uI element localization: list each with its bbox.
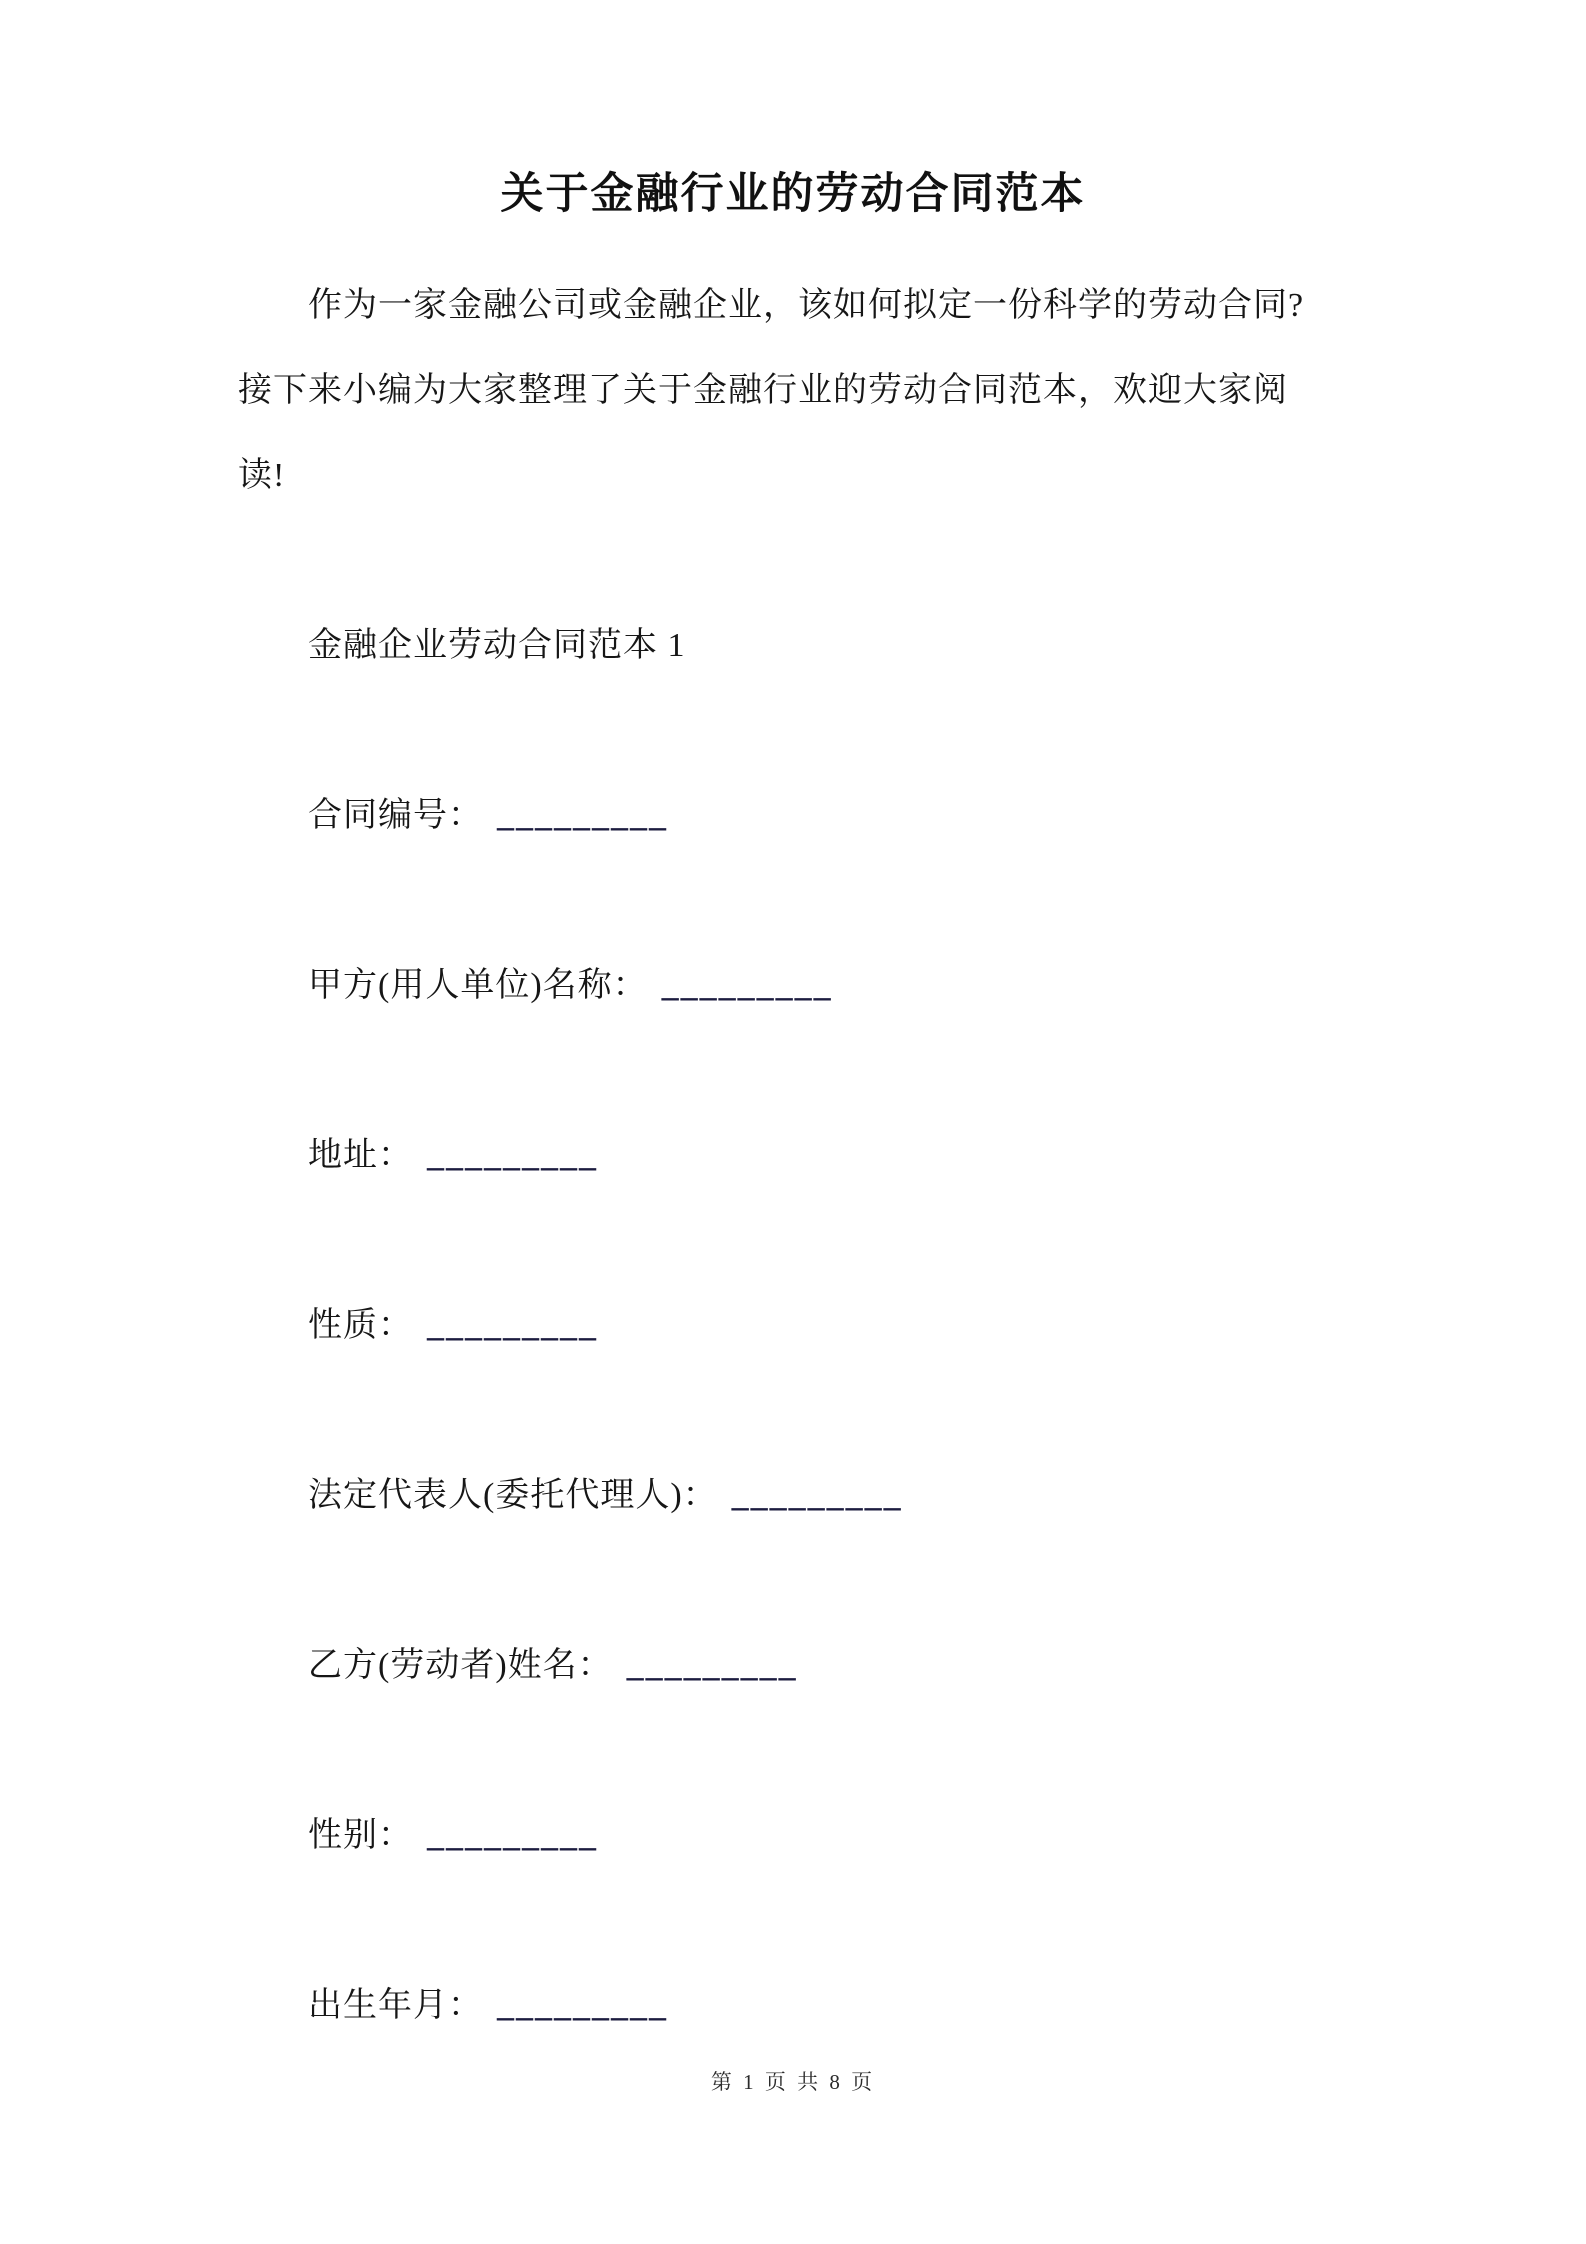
intro-paragraph — [238, 263, 1348, 518]
blank-underline: _________ — [661, 967, 833, 1004]
blank-underline: _________ — [427, 1307, 598, 1344]
form-line-contract-number — [238, 773, 1348, 858]
form-line-gender — [238, 1793, 1348, 1878]
field-label: 合同编号： — [308, 797, 483, 834]
blank-underline: _________ — [497, 1987, 668, 2024]
field-label: 性质： — [308, 1307, 413, 1344]
form-line-legal-representative — [238, 1453, 1348, 1538]
intro-line: 接下来小编为大家整理了关于金融行业的劳动合同范本，欢迎大家阅 — [238, 372, 1288, 409]
blank-underline: _________ — [427, 1137, 598, 1174]
form-line-birth-date — [238, 1963, 1348, 2048]
field-label: 法定代表人(委托代理人)： — [308, 1477, 718, 1514]
form-line-address — [238, 1113, 1348, 1198]
form-line-nature — [238, 1283, 1348, 1368]
form-line-party-a-name — [238, 943, 1348, 1028]
blank-underline: _________ — [731, 1477, 903, 1514]
form-line-party-b-name — [238, 1623, 1348, 1708]
field-label: 甲方(用人单位)名称： — [308, 967, 648, 1004]
field-label: 性别： — [308, 1817, 413, 1854]
page-number-footer: 第 1 页 共 8 页 — [710, 2070, 876, 2094]
field-label: 地址： — [308, 1137, 413, 1174]
intro-line: 读! — [238, 457, 286, 494]
blank-underline: _________ — [427, 1817, 598, 1854]
blank-underline: _________ — [626, 1647, 798, 1684]
section-heading: 金融企业劳动合同范本 1 — [308, 627, 686, 664]
field-label: 乙方(劳动者)姓名： — [308, 1647, 613, 1684]
blank-underline: _________ — [497, 797, 668, 834]
document-title: 关于金融行业的劳动合同范本 — [500, 171, 1086, 218]
field-label: 出生年月： — [308, 1987, 483, 2024]
intro-line: 作为一家金融公司或金融企业，该如何拟定一份科学的劳动合同? — [308, 287, 1305, 324]
